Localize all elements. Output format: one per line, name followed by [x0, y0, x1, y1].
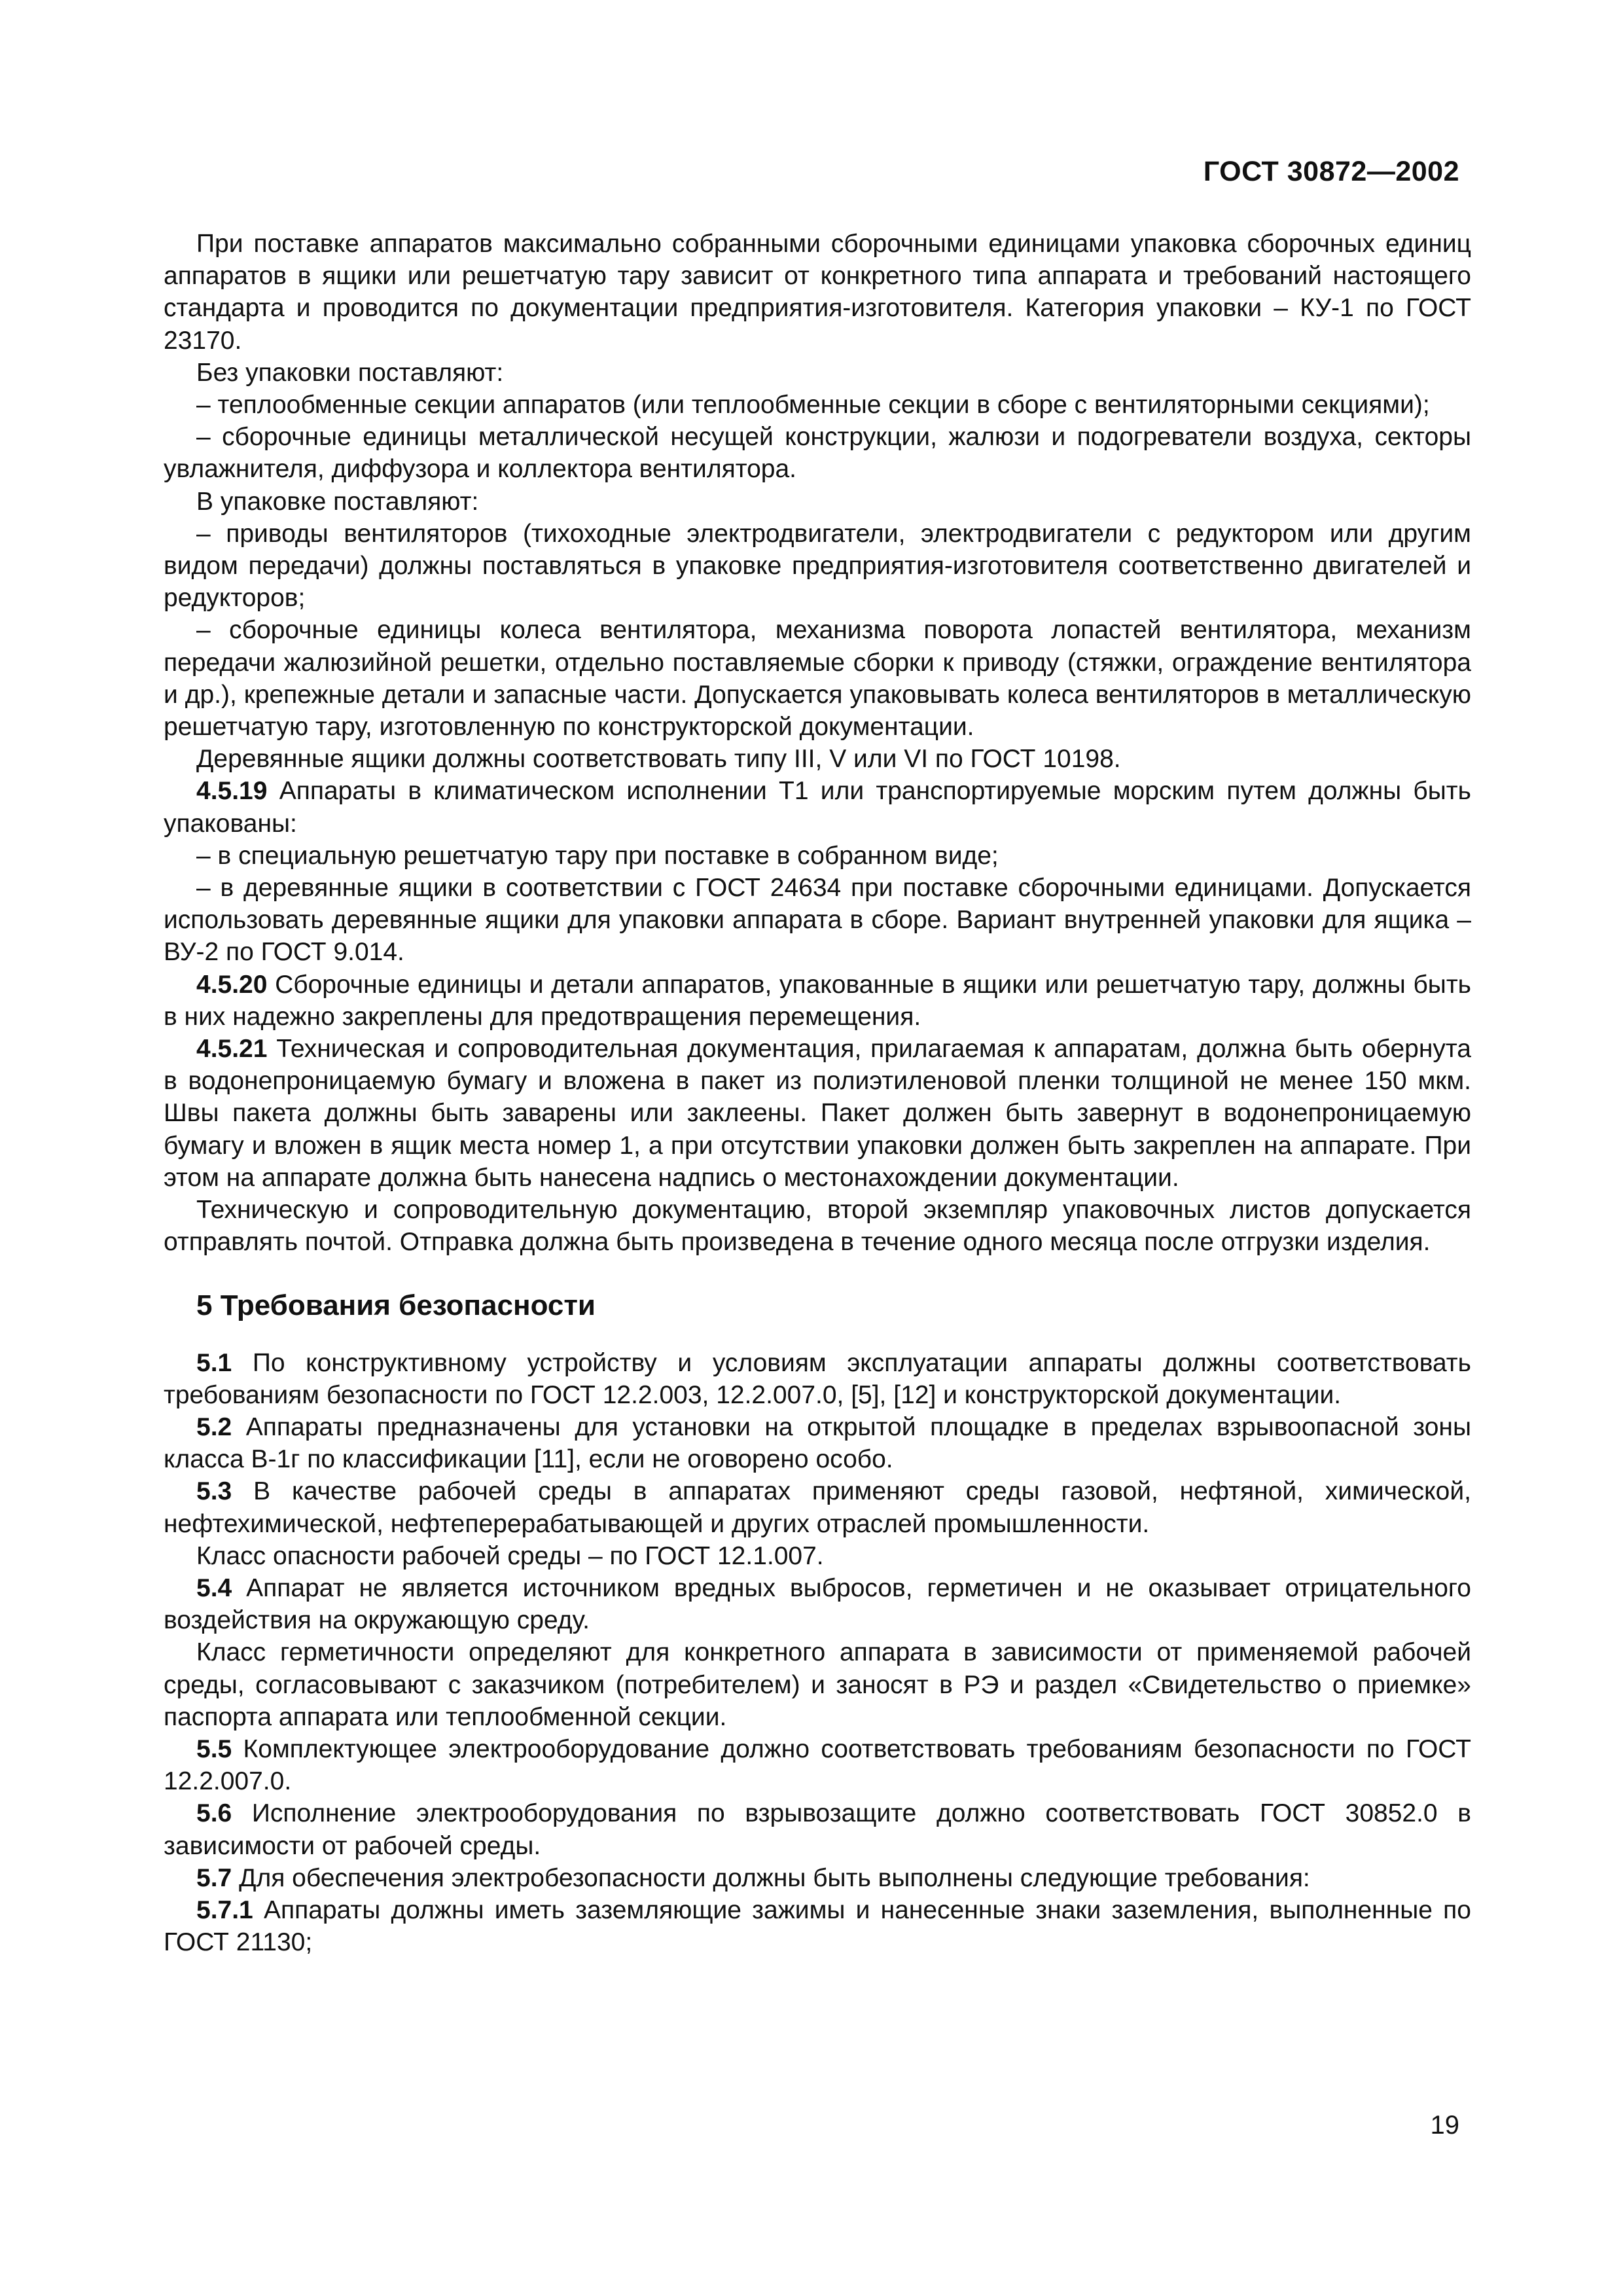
- paragraph-text: Без упаковки поставляют:: [196, 358, 504, 387]
- paragraph: [164, 1862, 1471, 1894]
- paragraph: [164, 775, 1471, 839]
- paragraph-text: Комплектующее электрооборудование должно соответствовать требованиям безопасности по ГОСТ 12.2.007.0.: [164, 1734, 1471, 1796]
- paragraph-text: – в специальную решетчатую тару при поставке в собранном виде;: [196, 841, 999, 870]
- paragraph: [164, 1033, 1471, 1194]
- paragraph: [164, 518, 1471, 615]
- clause-number: 5.7.1: [196, 1895, 253, 1924]
- paragraph: [164, 1636, 1471, 1733]
- paragraph: [164, 1347, 1471, 1411]
- paragraph: [164, 743, 1471, 775]
- paragraph: [164, 389, 1471, 421]
- paragraph: [164, 1194, 1471, 1258]
- paragraph-text: В качестве рабочей среды в аппаратах применяют среды газовой, нефтяной, химической, нефтехимической, нефтеперерабатывающей и других отраслей промышленности.: [164, 1477, 1471, 1538]
- document-designation: ГОСТ 30872—2002: [1203, 156, 1459, 187]
- clause-number: 5.3: [196, 1477, 232, 1506]
- paragraph: [164, 1475, 1471, 1539]
- paragraph-text: Класс опасности рабочей среды – по ГОСТ 12.1.007.: [196, 1541, 824, 1570]
- paragraph-text: Аппараты должны иметь заземляющие зажимы и нанесенные знаки заземления, выполненные по ГОСТ 21130;: [164, 1895, 1471, 1957]
- paragraph: [164, 1411, 1471, 1475]
- paragraph: [164, 872, 1471, 969]
- paragraph: [164, 357, 1471, 389]
- paragraph-text: – в деревянные ящики в соответствии с ГОСТ 24634 при поставке сборочными единицами. Допускается использовать деревянные ящики для упаковки аппарата в сборе. Вариант внутренней упаковки для ящика – ВУ-2 по ГОСТ 9.014.: [164, 874, 1471, 967]
- paragraph: [164, 1733, 1471, 1797]
- paragraph-text: Аппараты предназначены для установки на открытой площадке в пределах взрывоопасной зоны класса В-1г по классификации [11], если не оговорено особо.: [164, 1412, 1471, 1474]
- paragraph-text: Исполнение электрооборудования по взрывозащите должно соответствовать ГОСТ 30852.0 в зависимости от рабочей среды.: [164, 1799, 1471, 1860]
- paragraph-text: – сборочные единицы колеса вентилятора, механизма поворота лопастей вентилятора, механизм передачи жалюзийной решетки, отдельно поставляемые сборки к приводу (стяжки, ограждение вентилятора и др.), крепежные детали и запасные части. Допускается упаковывать колеса вентиляторов в металлическую решетчатую тару, изготовленную по конструкторской документации.: [164, 616, 1471, 742]
- paragraph: [164, 1540, 1471, 1572]
- paragraph-text: Сборочные единицы и детали аппаратов, упакованные в ящики или решетчатую тару, должны быть в них надежно закреплены для предотвращения перемещения.: [164, 970, 1471, 1031]
- packaging-paragraphs: [164, 228, 1471, 1259]
- paragraph: [164, 421, 1471, 485]
- paragraph: [164, 840, 1471, 872]
- clause-number: 5.7: [196, 1863, 232, 1892]
- clause-number: 5.4: [196, 1573, 232, 1602]
- paragraph-text: Деревянные ящики должны соответствовать типу III, V или VI по ГОСТ 10198.: [196, 745, 1121, 774]
- paragraph: [164, 614, 1471, 743]
- paragraph-text: – приводы вентиляторов (тихоходные электродвигатели, электродвигатели с редуктором или другим видом передачи) должны поставляться в упаковке предприятия-изготовителя соответственно двигателей и редукторов;: [164, 519, 1471, 613]
- paragraph-text: Для обеспечения электробезопасности должны быть выполнены следующие требования:: [239, 1863, 1310, 1892]
- paragraph: [164, 1797, 1471, 1861]
- page-number: 19: [1430, 2111, 1459, 2140]
- clause-number: 4.5.20: [196, 970, 268, 999]
- paragraph: [164, 1894, 1471, 1958]
- paragraph-text: – теплообменные секции аппаратов (или теплообменные секции в сборе с вентиляторными секциями);: [196, 391, 1430, 420]
- paragraph-text: Аппараты в климатическом исполнении Т1 или транспортируемые морским путем должны быть упакованы:: [164, 777, 1471, 838]
- paragraph-text: Класс герметичности определяют для конкретного аппарата в зависимости от применяемой рабочей среды, согласовывают с заказчиком (потребителем) и заносят в РЭ и раздел «Свидетельство о приемке» паспорта аппарата или теплообменной секции.: [164, 1638, 1471, 1731]
- clause-number: 4.5.19: [196, 777, 268, 806]
- paragraph: [164, 1572, 1471, 1636]
- clause-number: 5.6: [196, 1799, 232, 1828]
- paragraph-text: Аппарат не является источником вредных выбросов, герметичен и не оказывает отрицательного воздействия на окружающую среду.: [164, 1573, 1471, 1635]
- document-body: [164, 228, 1471, 1958]
- paragraph-text: Техническую и сопроводительную документацию, второй экземпляр упаковочных листов допускается отправлять почтой. Отправка должна быть произведена в течение одного месяца после отгрузки изделия.: [164, 1196, 1471, 1257]
- paragraph-text: По конструктивному устройству и условиям эксплуатации аппараты должны соответствовать требованиям безопасности по ГОСТ 12.2.003, 12.2.007.0, [5], [12] и конструкторской документации.: [164, 1348, 1471, 1409]
- safety-paragraphs: [164, 1347, 1471, 1959]
- paragraph-text: Техническая и сопроводительная документация, прилагаемая к аппаратам, должна быть обернута в водонепроницаемую бумагу и вложена в пакет из полиэтиленовой пленки толщиной не менее 150 мкм. Швы пакета должны быть заварены или заклеены. Пакет должен быть завернут в водонепроницаемую бумагу и вложен в ящик места номер 1, а при отсутствии упаковки должен быть закреплен на аппарате. При этом на аппарате должна быть нанесена надпись о местонахождении документации.: [164, 1035, 1471, 1192]
- clause-number: 5.1: [196, 1348, 232, 1377]
- clause-number: 5.5: [196, 1734, 232, 1763]
- section-title: 5 Требования безопасности: [196, 1289, 596, 1321]
- paragraph-text: При поставке аппаратов максимально собранными сборочными единицами упаковка сборочных единиц аппаратов в ящики или решетчатую тару зависит от конкретного типа аппарата и требований настоящего стандарта и проводится по документации предприятия-изготовителя. Категория упаковки – КУ-1 по ГОСТ 23170.: [164, 230, 1471, 355]
- paragraph: [164, 969, 1471, 1033]
- paragraph: [164, 228, 1471, 357]
- clause-number: 4.5.21: [196, 1035, 268, 1064]
- clause-number: 5.2: [196, 1412, 232, 1441]
- paragraph: [164, 486, 1471, 518]
- paragraph-text: В упаковке поставляют:: [196, 487, 479, 516]
- paragraph-text: – сборочные единицы металлической несущей конструкции, жалюзи и подогреватели воздуха, секторы увлажнителя, диффузора и коллектора вентилятора.: [164, 423, 1471, 484]
